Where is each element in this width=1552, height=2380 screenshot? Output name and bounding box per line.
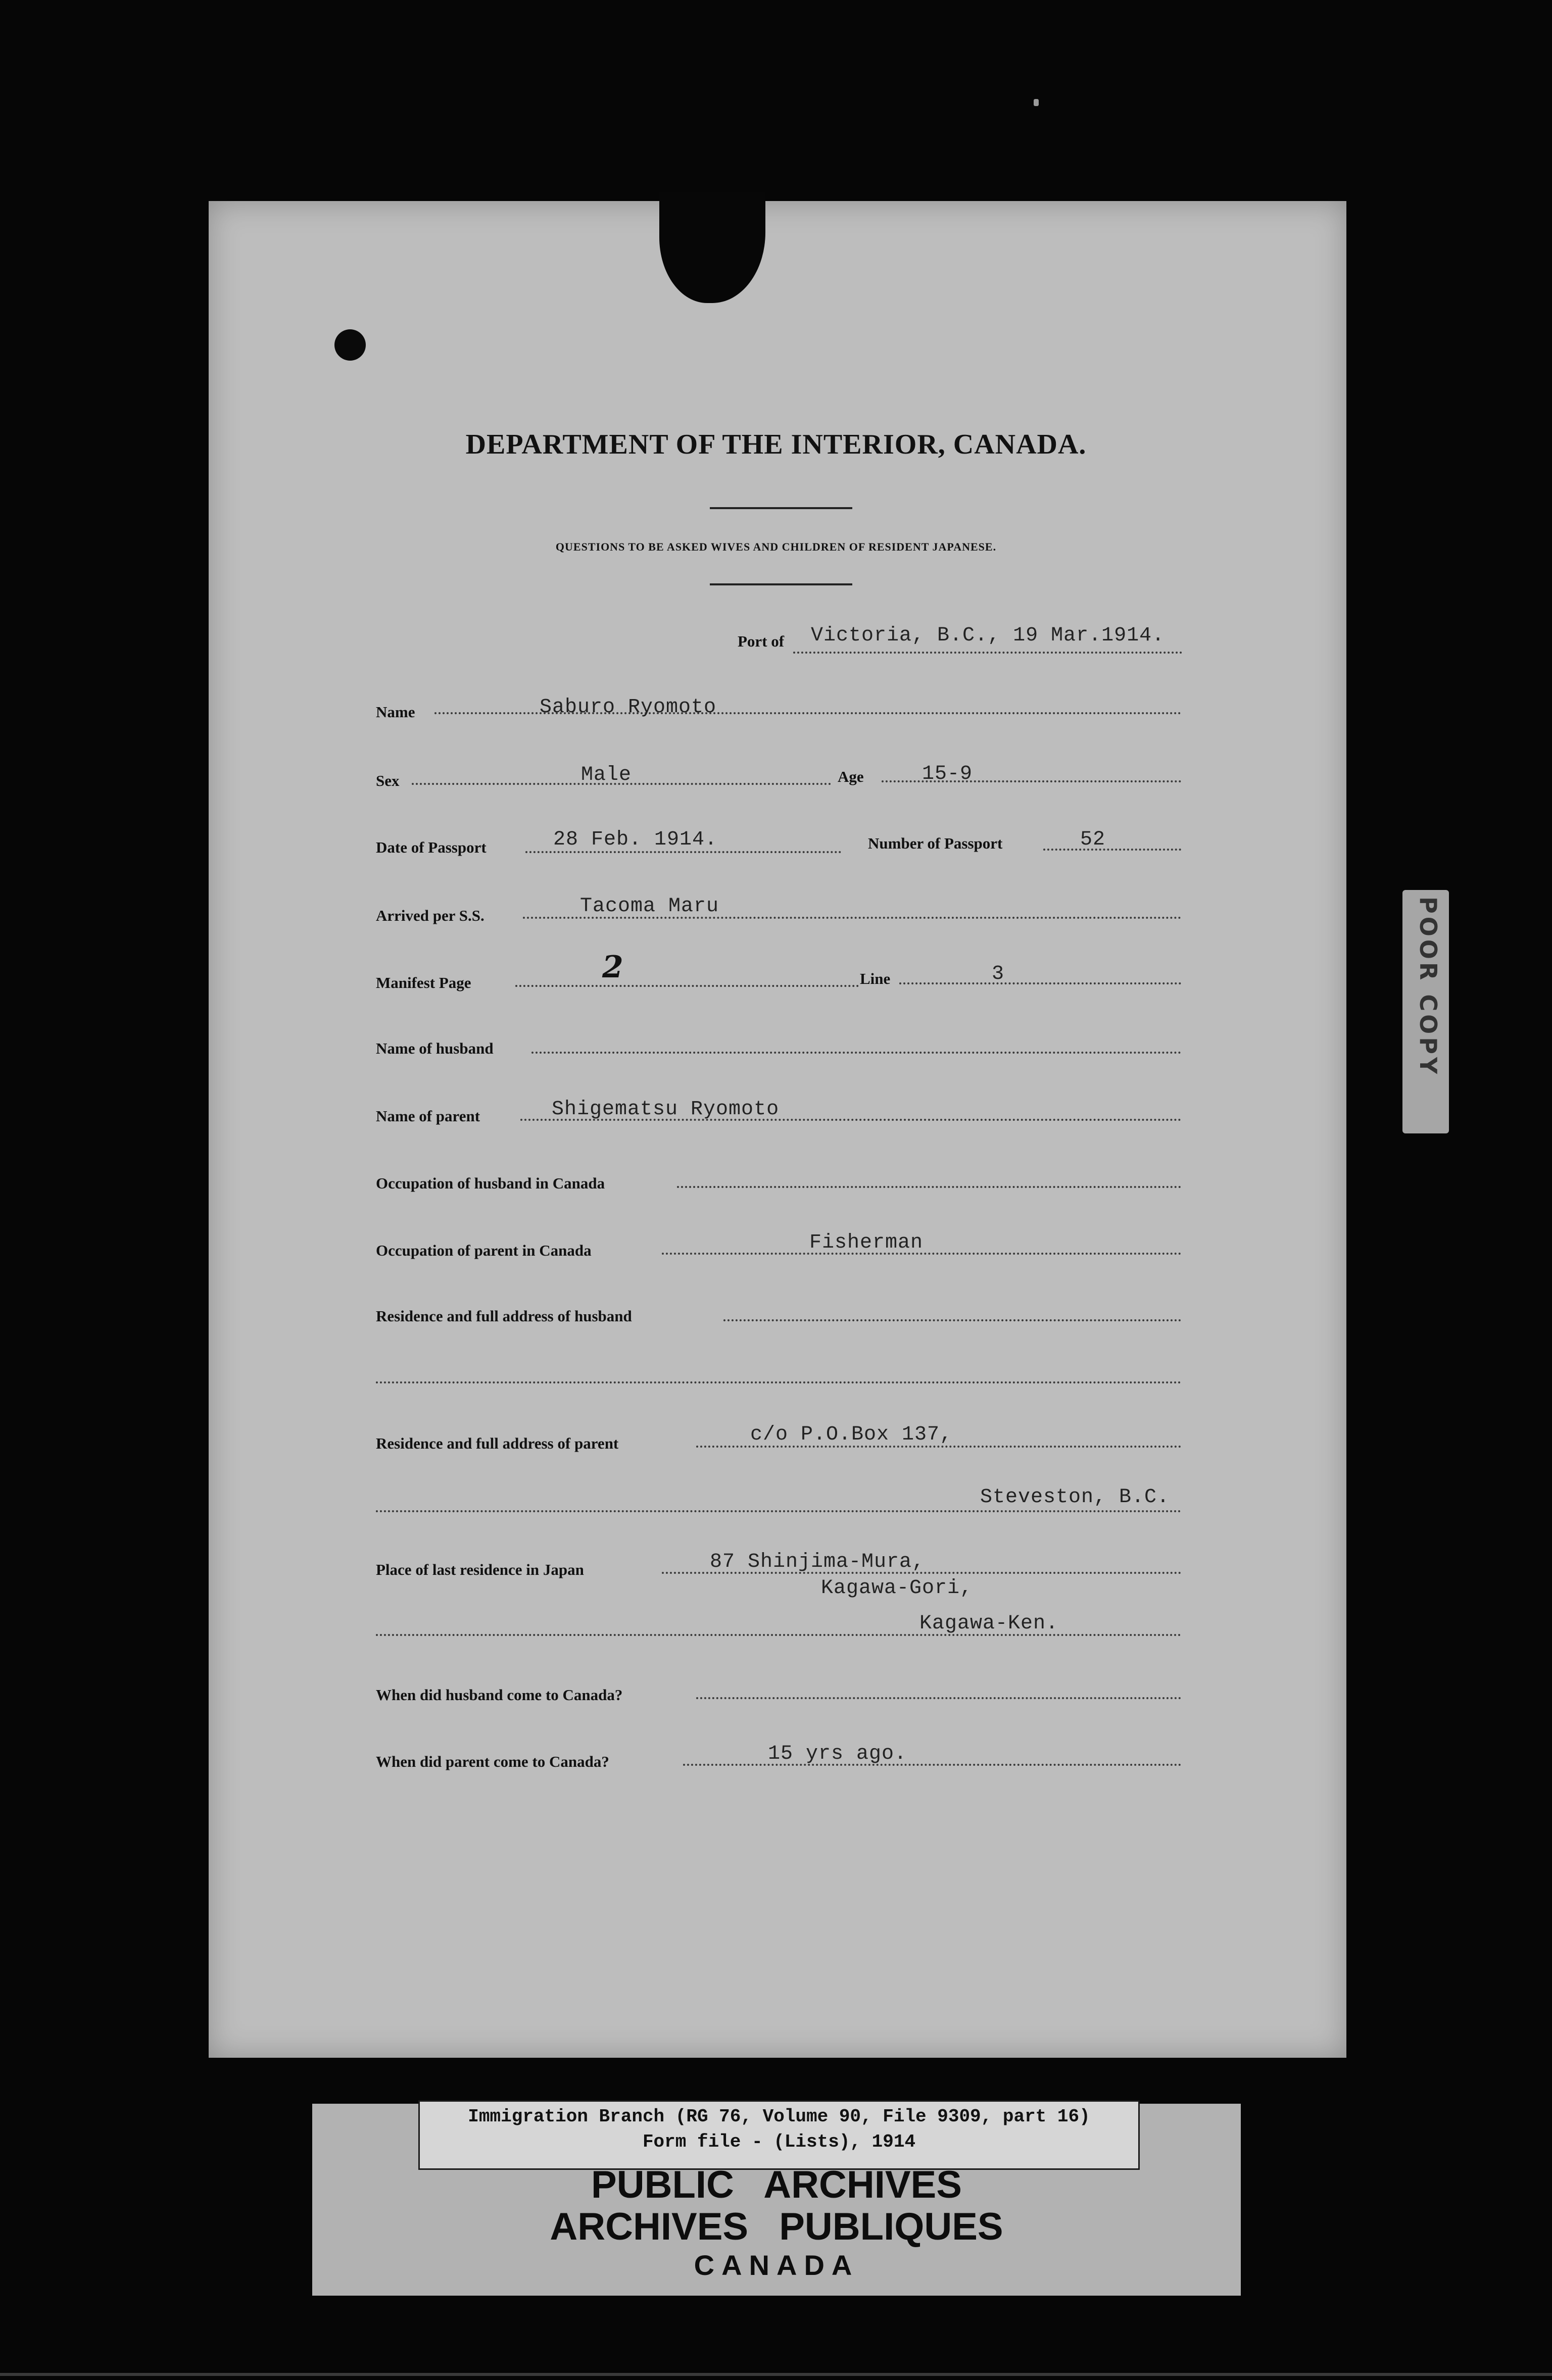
archive-name-english: PUBLIC ARCHIVES xyxy=(591,2163,962,2206)
parent-address-line-2 xyxy=(376,1510,1181,1512)
arrived-per-label: Arrived per S.S. xyxy=(376,907,484,924)
archive-reference-line2: Form file - (Lists), 1914 xyxy=(642,2131,916,2152)
port-value: Victoria, B.C., 19 Mar.1914. xyxy=(811,624,1165,647)
parent-name-label: Name of parent xyxy=(376,1107,480,1125)
husband-name-label: Name of husband xyxy=(376,1039,494,1057)
husband-address-line-2 xyxy=(376,1381,1181,1383)
poor-copy-stamp: POOR COPY xyxy=(1415,897,1442,1077)
husband-occupation-label: Occupation of husband in Canada xyxy=(376,1174,605,1192)
port-label: Port of xyxy=(738,632,785,650)
age-label: Age xyxy=(838,768,864,785)
manifest-page-label: Manifest Page xyxy=(376,974,471,991)
sex-label: Sex xyxy=(376,772,400,789)
last-residence-label: Place of last residence in Japan xyxy=(376,1561,584,1578)
title-rule xyxy=(710,507,852,509)
age-value: 15-9 xyxy=(922,763,973,785)
parent-address-label: Residence and full address of parent xyxy=(376,1434,619,1452)
passport-number-line xyxy=(1043,849,1181,851)
parent-address-line2: Steveston, B.C. xyxy=(980,1486,1170,1509)
last-residence-line3: Kagawa-Ken. xyxy=(919,1612,1059,1635)
passport-number-label: Number of Passport xyxy=(868,834,1003,852)
film-speck xyxy=(1034,99,1039,106)
archive-country: CANADA xyxy=(694,2249,859,2281)
manifest-page-line xyxy=(515,985,859,987)
husband-address-label: Residence and full address of husband xyxy=(376,1307,632,1325)
passport-date-line xyxy=(525,851,841,853)
line-label: Line xyxy=(860,970,891,987)
port-line xyxy=(793,652,1182,654)
parent-occupation-value: Fisherman xyxy=(809,1231,924,1254)
sex-value: Male xyxy=(581,764,632,786)
last-residence-line2: Kagawa-Gori, xyxy=(821,1577,973,1600)
parent-name-value: Shigematsu Ryomoto xyxy=(552,1098,780,1121)
line-value: 3 xyxy=(992,963,1005,985)
archive-name-french: ARCHIVES PUBLIQUES xyxy=(550,2205,1003,2248)
passport-number-value: 52 xyxy=(1080,828,1106,851)
name-label: Name xyxy=(376,703,415,721)
parent-arrival-line xyxy=(683,1764,1181,1766)
subtitle-rule xyxy=(710,583,852,585)
parent-arrival-value: 15 yrs ago. xyxy=(768,1743,907,1765)
punch-hole xyxy=(334,329,366,361)
archive-reference-line1: Immigration Branch (RG 76, Volume 90, File 9309, part 16) xyxy=(468,2106,1090,2127)
parent-address-line1: c/o P.O.Box 137, xyxy=(750,1423,953,1446)
husband-arrival-line xyxy=(696,1697,1181,1699)
form-subtitle: QUESTIONS TO BE ASKED WIVES AND CHILDREN OF RESIDENT JAPANESE. xyxy=(555,540,997,553)
form-card xyxy=(209,201,1346,2058)
husband-occupation-line xyxy=(677,1186,1181,1188)
parent-occupation-label: Occupation of parent in Canada xyxy=(376,1242,592,1259)
husband-arrival-label: When did husband come to Canada? xyxy=(376,1686,623,1704)
name-value: Saburo Ryomoto xyxy=(540,696,717,719)
form-title: DEPARTMENT OF THE INTERIOR, CANADA. xyxy=(465,429,1087,460)
passport-date-value: 28 Feb. 1914. xyxy=(553,828,718,851)
line-line xyxy=(899,982,1181,984)
passport-date-label: Date of Passport xyxy=(376,838,487,856)
last-residence-line-2 xyxy=(376,1634,1181,1636)
film-edge-line xyxy=(0,2373,1552,2376)
arrived-per-value: Tacoma Maru xyxy=(580,895,719,918)
parent-arrival-label: When did parent come to Canada? xyxy=(376,1753,609,1770)
manifest-page-value: 2 xyxy=(602,950,623,985)
last-residence-line1: 87 Shinjima-Mura, xyxy=(710,1551,925,1573)
husband-name-line xyxy=(531,1052,1181,1054)
husband-address-line xyxy=(723,1319,1181,1321)
